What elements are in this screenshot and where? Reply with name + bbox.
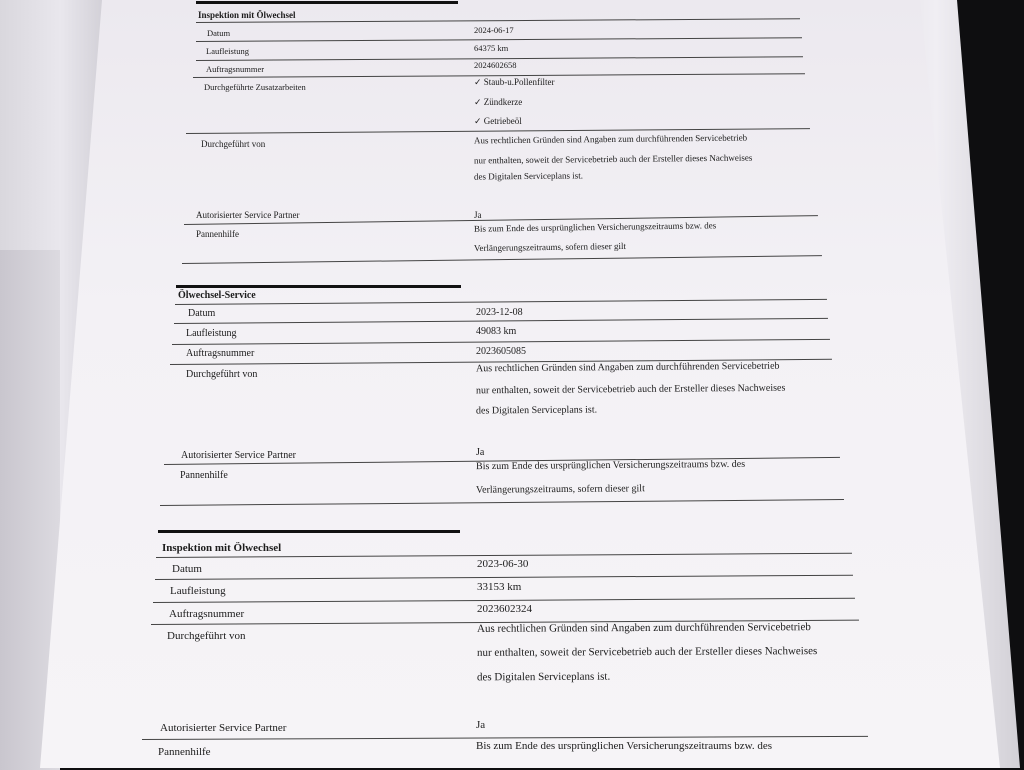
partner-value: Ja: [474, 210, 482, 220]
laufleistung-value: 49083 km: [476, 326, 517, 337]
pannenhilfe-text-line: Bis zum Ende des ursprünglichen Versicherungszeitraums bzw. des: [473, 220, 717, 234]
durchgefuehrt-label: Durchgeführt von: [167, 630, 246, 642]
durchgefuehrt-text-line: nur enthalten, soweit der Servicebetrieb auch der Ersteller dieses Nachweises: [473, 152, 753, 166]
pannenhilfe-text-line: Bis zum Ende des ursprünglichen Versicherungszeitraums bzw. des: [476, 740, 773, 752]
zusatz-item: ✓ Getriebeöl: [474, 116, 522, 126]
durchgefuehrt-text-line: Aus rechtlichen Gründen sind Angaben zum durchführenden Servicebetrieb: [473, 132, 748, 146]
durchgefuehrt-label: Durchgeführt von: [186, 369, 258, 380]
pannenhilfe-label: Pannenhilfe: [158, 746, 211, 758]
datum-value: 2023-12-08: [476, 307, 523, 318]
durchgefuehrt-text-line: des Digitalen Serviceplans ist.: [475, 404, 598, 417]
durchgefuehrt-text-line: des Digitalen Serviceplans ist.: [473, 170, 584, 182]
laufleistung-label: Laufleistung: [206, 46, 249, 56]
partner-value: Ja: [476, 447, 485, 458]
durchgefuehrt-text-line: nur enthalten, soweit der Servicebetrieb auch der Ersteller dieses Nachweises: [475, 382, 786, 397]
auftragsnummer-value: 2024602658: [474, 60, 517, 70]
pannenhilfe-label: Pannenhilfe: [196, 229, 239, 239]
datum-label: Datum: [188, 308, 216, 319]
durchgefuehrt-label: Durchgeführt von: [201, 139, 266, 149]
pannenhilfe-label: Pannenhilfe: [180, 470, 228, 481]
datum-label: Datum: [207, 28, 231, 38]
laufleistung-value: 33153 km: [477, 581, 522, 593]
durchgefuehrt-text-line: Aus rechtlichen Gründen sind Angaben zum durchführenden Servicebetrieb: [475, 360, 780, 375]
section-title: Ölwechsel-Service: [178, 290, 256, 301]
auftragsnummer-label: Auftragsnummer: [169, 608, 245, 620]
partner-label: Autorisierter Service Partner: [160, 722, 287, 734]
section-divider: [158, 530, 460, 533]
datum-value: 2023-06-30: [477, 558, 529, 570]
auftragsnummer-label: Auftragsnummer: [186, 348, 255, 359]
auftragsnummer-value: 2023602324: [477, 603, 532, 615]
section-divider: [196, 1, 458, 4]
laufleistung-value: 64375 km: [474, 43, 509, 53]
zusatzarbeiten-label: Durchgeführte Zusatzarbeiten: [204, 82, 306, 92]
checkmark-icon: ✓: [474, 77, 482, 87]
datum-value: 2024-06-17: [474, 25, 514, 35]
auftragsnummer-label: Auftragsnummer: [206, 64, 265, 74]
laufleistung-label: Laufleistung: [170, 585, 226, 597]
section-divider: [176, 285, 461, 288]
checkmark-icon: ✓: [474, 116, 482, 126]
durchgefuehrt-text-line: Aus rechtlichen Gründen sind Angaben zum durchführenden Servicebetrieb: [476, 621, 811, 635]
laufleistung-label: Laufleistung: [186, 328, 237, 339]
partner-value: Ja: [476, 719, 486, 731]
durchgefuehrt-text-line: des Digitalen Serviceplans ist.: [476, 670, 611, 684]
auftragsnummer-value: 2023605085: [476, 346, 526, 357]
zusatz-item: ✓ Staub-u.Pollenfilter: [474, 77, 555, 87]
pannenhilfe-text-line: Verlängerungszeitraums, sofern dieser gilt: [475, 483, 645, 496]
checkmark-icon: ✓: [474, 97, 482, 107]
partner-label: Autorisierter Service Partner: [181, 450, 296, 461]
pannenhilfe-text-line: Bis zum Ende des ursprünglichen Versicherungszeitraums bzw. des: [475, 458, 746, 473]
durchgefuehrt-text-line: nur enthalten, soweit der Servicebetrieb auch der Ersteller dieses Nachweises: [476, 645, 818, 659]
zusatz-item: ✓ Zündkerze: [474, 97, 523, 107]
section-title: Inspektion mit Ölwechsel: [198, 10, 296, 20]
datum-label: Datum: [172, 563, 202, 575]
section-title: Inspektion mit Ölwechsel: [162, 542, 282, 554]
partner-label: Autorisierter Service Partner: [196, 210, 300, 220]
pannenhilfe-text-line: Verlängerungszeitraums, sofern dieser gilt: [473, 240, 627, 254]
